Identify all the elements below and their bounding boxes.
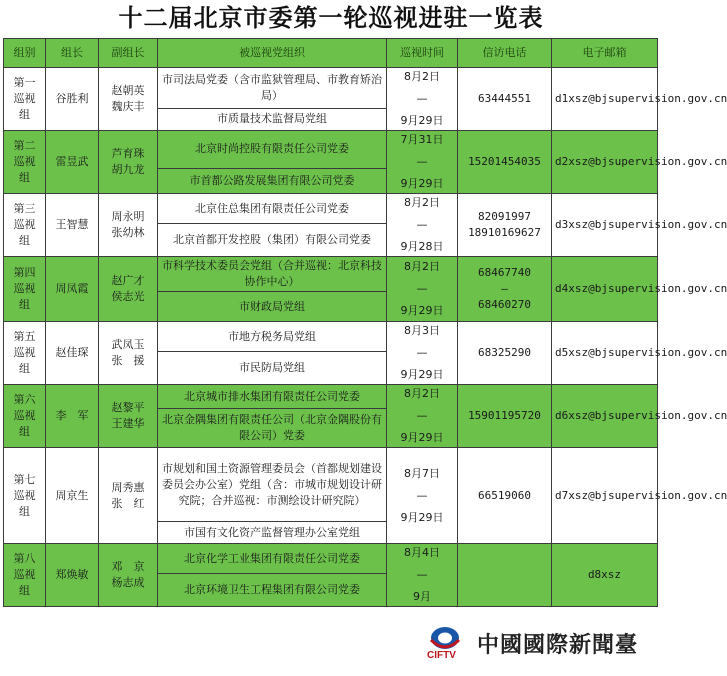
- time-start: 8月2日: [404, 70, 440, 83]
- time-start: 7月31日: [400, 133, 444, 146]
- group-name-cell: 第二 巡视 组: [4, 131, 46, 194]
- time-end: 9月29日: [400, 510, 444, 524]
- group-name-cell: 第一 巡视 组: [4, 68, 46, 131]
- phone-cell: 66519060: [458, 448, 552, 544]
- org-cell: 北京环境卫生工程集团有限公司党委: [158, 574, 387, 607]
- phone-cell: 15901195720: [458, 385, 552, 448]
- deputy-cell: 周秀惠 张 红: [99, 448, 158, 544]
- table-row: [4, 68, 658, 109]
- phone-cell: 15201454035: [458, 131, 552, 194]
- time-cell: [387, 385, 458, 448]
- leader-cell: 周凤霞: [46, 257, 99, 322]
- org-cell: 市科学技术委员会党组（合并巡视：北京科技协作中心）: [158, 257, 387, 292]
- deputy-cell: 赵广才 侯志光: [99, 257, 158, 322]
- org-cell: 市首都公路发展集团有限公司党委: [158, 168, 387, 193]
- group-name-cell: 第八 巡视 组: [4, 544, 46, 607]
- col-header-org: 被巡视党组织: [158, 39, 387, 68]
- org-cell: 市财政局党组: [158, 292, 387, 322]
- watermark-abbr: CIFTV: [427, 650, 456, 661]
- org-cell: 北京金隅集团有限责任公司（北京金隅股份有限公司）党委: [158, 409, 387, 448]
- time-end: 9月29日: [400, 431, 444, 444]
- page-title: 十二届北京市委第一轮巡视进驻一览表: [118, 3, 544, 32]
- table-row: [4, 448, 658, 522]
- col-header-time: 巡视时间: [387, 39, 458, 68]
- time-end: 9月29日: [400, 114, 444, 127]
- time-dash: —: [416, 218, 428, 231]
- col-header-phone: 信访电话: [458, 39, 552, 68]
- time-cell: [387, 131, 458, 194]
- time-dash: —: [416, 155, 428, 168]
- col-header-leader: 组长: [46, 39, 99, 68]
- table-row: [4, 322, 658, 352]
- email-cell: d2xsz@bjsupervision.gov.cn: [552, 131, 658, 194]
- time-dash: —: [416, 282, 428, 295]
- table-row: [4, 544, 658, 574]
- time-cell: [387, 194, 458, 257]
- group-name-cell: 第五 巡视 组: [4, 322, 46, 385]
- phone-cell: 63444551: [458, 68, 552, 131]
- email-cell: d7xsz@bjsupervision.gov.cn: [552, 448, 658, 544]
- org-cell: 市国有文化资产监督管理办公室党组: [158, 522, 387, 544]
- email-cell: d4xsz@bjsupervision.gov.cn: [552, 257, 658, 322]
- time-start: 8月7日: [404, 466, 440, 480]
- group-name-cell: 第六 巡视 组: [4, 385, 46, 448]
- table-body: [4, 68, 727, 607]
- time-end: 9月28日: [400, 240, 444, 253]
- time-end: 9月29日: [400, 177, 444, 190]
- email-cell: d5xsz@bjsupervision.gov.cn: [552, 322, 658, 385]
- time-cell: [387, 544, 458, 607]
- table-row: [4, 194, 658, 224]
- time-end: 9月: [413, 590, 431, 603]
- leader-cell: 周京生: [46, 448, 99, 544]
- leader-cell: 雷昱武: [46, 131, 99, 194]
- deputy-cell: 邓 京 杨志成: [99, 544, 158, 607]
- table-row: [4, 257, 658, 292]
- time-cell: [387, 257, 458, 322]
- org-cell: 市规划和国土资源管理委员会（首都规划建设委员会办公室）党组（含：市城市规划设计研究院；合并巡视：市测绘设计研究院）: [158, 448, 387, 522]
- org-cell: 市司法局党委（含市监狱管理局、市教育矫治局）: [158, 68, 387, 109]
- org-cell: 北京化学工业集团有限责任公司党委: [158, 544, 387, 574]
- email-cell: d3xsz@bjsupervision.gov.cn: [552, 194, 658, 257]
- watermark-logo: [423, 624, 659, 664]
- table-row: [4, 385, 658, 409]
- group-name-cell: 第三 巡视 组: [4, 194, 46, 257]
- patrol-table: [3, 38, 727, 607]
- time-start: 8月2日: [404, 196, 440, 209]
- leader-cell: 郑焕敏: [46, 544, 99, 607]
- leader-cell: 谷胜利: [46, 68, 99, 131]
- header-row: [4, 39, 658, 68]
- org-cell: 市质量技术监督局党组: [158, 108, 387, 130]
- phone-cell: [458, 544, 552, 607]
- time-start: 8月4日: [404, 546, 440, 559]
- email-cell: d1xsz@bjsupervision.gov.cn: [552, 68, 658, 131]
- leader-cell: 赵佳琛: [46, 322, 99, 385]
- time-cell: [387, 448, 458, 544]
- org-cell: 市民防局党组: [158, 352, 387, 385]
- time-dash: —: [416, 568, 428, 581]
- col-header-deputy: 副组长: [99, 39, 158, 68]
- time-start: 8月3日: [404, 324, 440, 337]
- group-name-cell: 第四 巡视 组: [4, 257, 46, 322]
- deputy-cell: 赵朝英 魏庆丰: [99, 68, 158, 131]
- email-cell: d8xsz: [552, 544, 658, 607]
- watermark-brand: 中國國際新聞臺: [477, 632, 639, 658]
- time-end: 9月29日: [400, 304, 444, 317]
- leader-cell: 李 军: [46, 385, 99, 448]
- deputy-cell: 武凤玉 张 援: [99, 322, 158, 385]
- time-cell: [387, 68, 458, 131]
- phone-cell: 68325290: [458, 322, 552, 385]
- phone-cell: 68467740 — 68460270: [458, 257, 552, 322]
- org-cell: 北京城市排水集团有限责任公司党委: [158, 385, 387, 409]
- time-end: 9月29日: [400, 368, 444, 381]
- time-dash: —: [416, 92, 428, 105]
- org-cell: 北京时尚控股有限责任公司党委: [158, 131, 387, 169]
- org-cell: 北京住总集团有限责任公司党委: [158, 194, 387, 224]
- deputy-cell: 赵黎平 王建华: [99, 385, 158, 448]
- col-header-email: 电子邮箱: [552, 39, 658, 68]
- time-dash: —: [416, 488, 428, 502]
- col-header-group: 组别: [4, 39, 46, 68]
- deputy-cell: 周永明 张幼林: [99, 194, 158, 257]
- time-dash: —: [416, 346, 428, 359]
- group-name-cell: 第七 巡视 组: [4, 448, 46, 544]
- phone-cell: 82091997 18910169627: [458, 194, 552, 257]
- org-cell: 市地方税务局党组: [158, 322, 387, 352]
- time-start: 8月2日: [404, 387, 440, 400]
- time-start: 8月2日: [404, 260, 440, 273]
- time-dash: —: [416, 409, 428, 422]
- table-row: [4, 131, 658, 169]
- deputy-cell: 芦育珠 胡九龙: [99, 131, 158, 194]
- time-cell: [387, 322, 458, 385]
- org-cell: 北京首都开发控股（集团）有限公司党委: [158, 224, 387, 257]
- leader-cell: 王智慧: [46, 194, 99, 257]
- email-cell: d6xsz@bjsupervision.gov.cn: [552, 385, 658, 448]
